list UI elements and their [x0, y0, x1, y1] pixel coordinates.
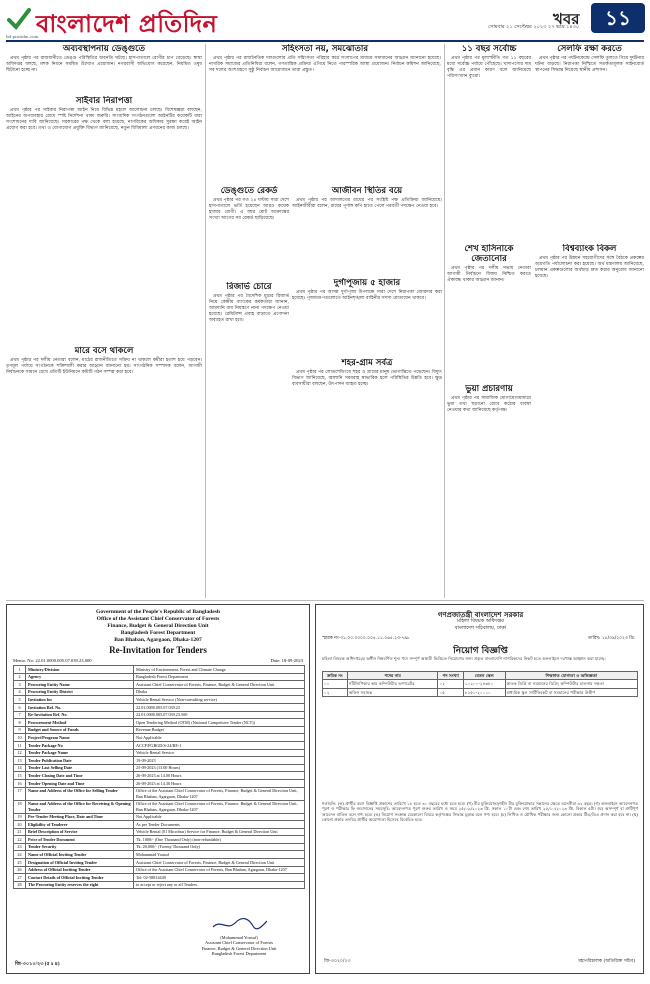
tender-cell-n: 10: [14, 734, 26, 742]
tender-signer-title: Assistant Chief Conservator of Forests: [204, 940, 274, 946]
tender-row: [14, 688, 305, 696]
article-title: অব্যবস্থাপনায় ডেঙ্গুতে: [63, 44, 145, 54]
tender-row: [14, 787, 305, 800]
article-title: ১১ বছর সর্বোচ্চ: [461, 44, 517, 54]
tender-row: [14, 800, 305, 813]
recruit-intro: মহিলা বিষয়ক অধিদপ্তরের অধীন নিম্নবর্ণিত শূন্য পদে সম্পূর্ণ অস্থায়ী ভিত্তিতে নিয়োগের জন্য প্রকৃত বাংলাদেশি নাগরিকদের নিকট হতে অনলাইনে দরখাস্ত আহ্বান করা যাচ্ছে।: [322, 656, 606, 661]
tender-row: [14, 734, 305, 742]
page-number-badge: ১১: [591, 3, 645, 33]
tender-row: [14, 874, 305, 882]
recruit-address: বাংলাদেশ সচিবালয়, ঢাকা: [454, 625, 507, 631]
tender-cell-v: Assistant Chief Conservator of Forests, Finance, Budget & General Direction Unit: [134, 859, 305, 867]
article-durga-puja: [292, 278, 442, 356]
article-text: প্রথম পৃষ্ঠার পর বৈদেশিক মুদ্রার রিজার্ভ নিয়ে কেন্দ্রীয় ব্যাংকের কর্মকর্তারা জানান, আমদানি ব্যয় নিয়ন্ত্রণে নানা পদক্ষেপ নেওয়া হয়েছে। রেমিট্যান্স প্রবাহ বাড়াতে প্রণোদনা অব্যাহত রাখা হবে।: [209, 294, 289, 323]
article-title: দুর্গাপূজায় ৫ হাজার: [333, 278, 401, 288]
tender-cell-k: Tender Closing Date and Time: [26, 772, 134, 780]
tender-cell-v: 25-09-2023 (13.00 Hours): [134, 764, 305, 772]
tender-row: [14, 813, 305, 821]
tender-row: [14, 866, 305, 874]
tender-cell-k: Invitation Ref. No.: [26, 703, 134, 711]
tender-cell-v: Vehicle Rental (01 Microbus) Service for Finance, Budget & General Direction Unit: [134, 828, 305, 836]
recruit-cell: ০২: [438, 680, 463, 688]
tender-cell-n: 22: [14, 836, 26, 844]
article-cyber-security: [6, 96, 202, 332]
tender-cell-n: 13: [14, 757, 26, 765]
article-text: প্রথম পৃষ্ঠার পর রাজনৈতিক দলগুলোর প্রতি সহিংসতা পরিহার করে সংলাপের মাধ্যমে সমাধানের আহ্বান জানানো হয়েছে। নাগরিক সমাজের প্রতিনিধিরা বলেন, গণতান্ত্রিক প্রক্রিয়া এগিয়ে নিতে পারস্পরিক আস্থা প্রয়োজন। নির্বাচন কমিশন জানিয়েছে, সব দলের অংশগ্রহণে সুষ্ঠু নির্বাচন আয়োজনে তারা প্রস্তুত।: [209, 56, 441, 73]
tender-date: Date: 18-09-2023: [270, 658, 303, 663]
article-text: প্রথম পৃষ্ঠার পর আদালতের রায়ের পর সংশ্লিষ্ট পক্ষ প্রতিক্রিয়া জানিয়েছে। আইনজীবীরা বলেন, রায়ের পূর্ণাঙ্গ কপি হাতে পেলে পরবর্তী পদক্ষেপ নেওয়া হবে।: [292, 198, 442, 209]
tender-cell-n: 17: [14, 787, 26, 800]
tender-cell-v: Not Applicable: [134, 813, 305, 821]
recruit-cell: ৮২৫০-২০০১০: [463, 688, 505, 696]
recruit-title: নিয়োগ বিজ্ঞপ্তি: [453, 646, 508, 656]
tender-cell-v: Dhaka: [134, 688, 305, 696]
newspaper-logo[interactable]: বাংলাদেশ প্রতিদিন: [36, 10, 218, 38]
tender-cell-k: The Procuring Entity reserves the right: [26, 881, 134, 889]
tender-cell-n: 24: [14, 851, 26, 859]
article-text: প্রথম পৃষ্ঠার পর গত ২৪ ঘণ্টায় সারা দেশে হাসপাতালে ভর্তি হয়েছেন আরও কয়েক হাজার রোগী। এ বছর মোট আক্রান্তের সংখ্যা আগের সব রেকর্ড ছাড়িয়েছে।: [209, 198, 289, 221]
recruit-cell: সাঁটলিপিকার কাম কম্পিউটার অপারেটর: [347, 680, 438, 688]
article-title: বিশ্বব্যাংক বিকল: [562, 244, 617, 254]
tender-row: [14, 757, 305, 765]
article-title: রিজার্ভ চোরে: [226, 282, 272, 292]
logo-website: bd-pratidin.com: [6, 34, 39, 39]
recruit-gov: গণপ্রজাতন্ত্রী বাংলাদেশ সরকার: [437, 610, 524, 619]
tender-cell-v: As per Tender Documents: [134, 821, 305, 829]
article-dengue-mismanagement: [6, 44, 202, 94]
tender-dept: Finance, Budget & General Direction Unit: [107, 623, 209, 629]
recruit-cell: ০৫: [438, 688, 463, 696]
tender-cell-k: Ministry/Division: [26, 666, 134, 674]
tender-row: [14, 779, 305, 787]
tender-row: [14, 749, 305, 757]
tender-cell-n: 5: [14, 696, 26, 704]
tender-cell-n: 11: [14, 741, 26, 749]
article-sheikh-hasina: [447, 244, 531, 382]
tender-cell-k: Name of Official Inviting Tender: [26, 851, 134, 859]
tender-cell-n: 7: [14, 711, 26, 719]
article-text: প্রথম পৃষ্ঠার পর লোডশেডিংয়ে শহর ও গ্রামের মানুষ ভোগান্তিতে পড়েছেন। বিদ্যুৎ বিভাগ জানিয়েছে, জ্বালানি সরবরাহ স্বাভাবিক হলে পরিস্থিতির উন্নতি হবে। ক্ষুদ্র ব্যবসায়ীরা বলছেন, উৎপাদন ব্যাহত হচ্ছে।: [292, 370, 442, 387]
tender-row: [14, 719, 305, 727]
tender-cell-n: 6: [14, 703, 26, 711]
tender-cell-k: Designation of Official Inviting Tender: [26, 859, 134, 867]
tender-row: [14, 711, 305, 719]
tender-cell-k: Procuring Entity Name: [26, 681, 134, 689]
tender-cell-v: Office of the Assistant Chief Conservator of Forests, Finance, Budget & General Direction Unit, Ban Bhaban, Agargaon, Dhaka-1207: [134, 787, 305, 800]
tender-cell-n: 8: [14, 719, 26, 727]
tender-title: Re-Invitation for Tenders: [109, 645, 207, 655]
tender-ref: জি-৩০১০/২৩ (৫ x ৪): [15, 962, 60, 967]
ads-separator: [6, 600, 644, 601]
tender-cell-n: 26: [14, 866, 26, 874]
tender-cell-n: 15: [14, 772, 26, 780]
signature-mark: [209, 917, 269, 931]
article-title: ভুয়া প্রচারণায়: [465, 384, 513, 394]
article-world-bank: [535, 244, 644, 594]
article-text: প্রথম পৃষ্ঠার পর পর্যটনকেন্দ্রে সেলফি তুলতে গিয়ে দুর্ঘটনার ঘটনা বাড়ছে। নিরাপত্তা নিশ্চিতে সতর্কতামূলক সাইনবোর্ড স্থাপনের সিদ্ধান্ত নিয়েছে স্থানীয় প্রশাসন।: [535, 56, 644, 73]
recruit-cell: অফিস সহায়ক: [347, 688, 438, 696]
tender-cell-v: ACCF/FGBGD/S-24/RE-1: [134, 741, 305, 749]
masthead-rule: [6, 40, 644, 42]
tender-row: [14, 859, 305, 867]
tender-row: [14, 851, 305, 859]
dateline: সোমবার ২১ সেপ্টেম্বর ২০২৩ ২৭ ভাদ্র ১৪৩০: [488, 24, 580, 30]
recruit-cell: মাধ্যমিক স্কুল সার্টিফিকেট বা সমমানের পরীক্ষায় উত্তীর্ণ: [505, 688, 637, 696]
tender-cell-n: 9: [14, 726, 26, 734]
recruit-header-cell: পদের নাম: [347, 672, 438, 680]
tender-table: [13, 665, 305, 889]
recruit-date: তারিখ: ১৮/০৯/২০২৩ খ্রি.: [587, 636, 635, 641]
article-title: সাইবার নিরাপত্তা: [75, 96, 133, 106]
tender-meta: [7, 656, 309, 665]
tender-cell-v: Not Applicable: [134, 734, 305, 742]
article-lifetime: [292, 186, 442, 276]
tender-gov: Government of the People's Republic of Bangladesh: [96, 609, 220, 615]
article-dengue-record: [209, 186, 289, 280]
tender-cell-k: Tender Package No: [26, 741, 134, 749]
article-violence-compromise: [209, 44, 441, 184]
tender-row: [14, 696, 305, 704]
recruit-table: [322, 671, 638, 697]
tender-row: [14, 666, 305, 674]
article-text: প্রথম পৃষ্ঠার পর দলীয় নেতারা বলেন, মাঠের রাজনীতিতে সক্রিয় না থাকলে কর্মীরা হতাশ হয়ে পড়বেন। তৃণমূল পর্যায়ে সংগঠনকে শক্তিশালী করার আহ্বান জানানো হয়। সাংগঠনিক সম্পাদক বলেন, আগামী নির্বাচনকে সামনে রেখে প্রতিটি ইউনিয়নে কমিটি গঠন সম্পন্ন করা হবে।: [6, 358, 202, 375]
recruit-cell: ১০২০০-২৪৬৮০: [463, 680, 505, 688]
logo-tick-icon: [6, 6, 32, 32]
tender-cell-n: 3: [14, 681, 26, 689]
tender-cell-n: 2: [14, 673, 26, 681]
tender-cell-n: 21: [14, 828, 26, 836]
tender-cell-n: 19: [14, 813, 26, 821]
tender-office: Office of the Assistant Chief Conservator of Forests: [96, 616, 220, 622]
tender-cell-v: Vehicle Rental Service: [134, 749, 305, 757]
tender-cell-v: 26-09-2023 at 14.00 Hours: [134, 772, 305, 780]
tender-cell-k: Tender Publication Date: [26, 757, 134, 765]
tender-cell-k: Budget and Source of Funds: [26, 726, 134, 734]
article-mare-bose: [6, 346, 202, 594]
tender-cell-k: Tender Last Selling Date: [26, 764, 134, 772]
tender-row: [14, 881, 305, 889]
column-divider: [444, 44, 445, 598]
tender-cell-v: Office of the Assistant Chief Conservator of Forests, Ban Bhaban, Agargaon, Dhaka-1207: [134, 866, 305, 874]
tender-cell-v: Open Tendering Method (OTM) (National Competitive Tender (NCT)): [134, 719, 305, 727]
tender-cell-v: Ministry of Environment, Forest and Climate Change: [134, 666, 305, 674]
tender-cell-k: Tender Security: [26, 843, 134, 851]
article-reserve: [209, 282, 289, 594]
tender-cell-v: to accept or reject any or all Tenders.: [134, 881, 305, 889]
tender-cell-k: Tender Opening Date and Time: [26, 779, 134, 787]
masthead: [0, 0, 650, 40]
tender-row: [14, 772, 305, 780]
tender-cell-k: Eligibility of Tenderer: [26, 821, 134, 829]
tender-cell-k: Procurement Method: [26, 719, 134, 727]
recruit-memo: স্মারক নং-৩১.০০.০০০০.০০৫.১১.০৬৫.২৩-৭৯৮: [322, 636, 410, 641]
tender-cell-v: Tel: 02-58814449: [134, 874, 305, 882]
tender-signer-org: Bangladesh Forest Department: [211, 951, 267, 957]
tender-advertisement: [6, 604, 310, 974]
tender-address: Ban Bhaban, Agargaon, Dhaka-1207: [114, 637, 202, 643]
article-city-village: [292, 358, 442, 594]
tender-cell-v: 22.01.0000.005.07.039.23: [134, 703, 305, 711]
tender-cell-k: Tender Package Name: [26, 749, 134, 757]
tender-cell-n: 28: [14, 881, 26, 889]
tender-cell-v: 19-09-2023: [134, 757, 305, 765]
article-fake-campaign: [447, 384, 531, 594]
tender-cell-k: Project/Program Name: [26, 734, 134, 742]
tender-cell-k: Name and Address of the Office for Selling Tender: [26, 787, 134, 800]
tender-row: [14, 828, 305, 836]
tender-header: [7, 605, 309, 656]
tender-row: [14, 726, 305, 734]
tender-cell-k: Price of Tender Document: [26, 836, 134, 844]
tender-cell-v: Mohammad Yousuf: [134, 851, 305, 859]
tender-row: [14, 681, 305, 689]
article-selfie: [535, 44, 644, 240]
tender-signature-block: [179, 917, 299, 957]
tender-row: [14, 821, 305, 829]
tender-cell-n: 14: [14, 764, 26, 772]
article-text: প্রথম পৃষ্ঠার পর উন্নয়ন সহযোগীদের সঙ্গে বৈঠকে প্রকল্পের অগ্রগতি পর্যালোচনা করা হয়েছে। অর্থ মন্ত্রণালয় জানিয়েছে, চলমান প্রকল্পগুলোর অর্থছাড় দ্রুত করার অনুরোধ জানানো হয়েছে।: [535, 256, 644, 279]
tender-cell-k: Re-Invitation Ref. No.: [26, 711, 134, 719]
tender-forest: Bangladesh Forest Department: [120, 630, 196, 636]
tender-cell-n: 12: [14, 749, 26, 757]
tender-row: [14, 836, 305, 844]
recruit-cell: ০১: [323, 680, 348, 688]
recruit-terms: শর্তাবলি: (ক) প্রার্থীর বয়স বিজ্ঞপ্তি প্রকাশের তারিখে ১৮ হতে ৩০ বছরের মধ্যে হতে হবে। (খ) বীর মুক্তিযোদ্ধা/শহীদ বীর মুক্তিযোদ্ধার সন্তানের ক্ষেত্রে বয়সসীমা ৩২ বছর। (গ) অনলাইনে আবেদনপত্র পূরণ ও পরীক্ষার ফি জমাদানের সময়সূচি: আবেদনপত্র পূরণ শুরুর তারিখ ও সময় ২৫/০৯/২০২৩ খ্রি. সকাল ১০টা এবং শেষ তারিখ ২৫/১০/২০২৩ খ্রি. বিকাল ৫টা। (ঘ) অসম্পূর্ণ বা ত্রুটিপূর্ণ আবেদন বাতিল বলে গণ্য হবে। (ঙ) নিয়োগ সংক্রান্ত যেকোনো বিষয়ে কর্তৃপক্ষের সিদ্ধান্ত চূড়ান্ত বলে গণ্য হবে। (চ) লিখিত ও মৌখিক পরীক্ষার জন্য কোনো প্রকার টিএ/ডিএ প্রদান করা হবে না। (ছ) কোনো প্রকার তদবির প্রার্থীর অযোগ্যতা হিসেবে বিবেচিত হবে।: [322, 801, 638, 823]
tender-cell-n: 27: [14, 874, 26, 882]
tender-cell-k: Agency: [26, 673, 134, 681]
article-title: শেখ হাসিনাকে জেতানোর: [464, 244, 514, 264]
article-text: প্রথম পৃষ্ঠার পর সামাজিক যোগাযোগমাধ্যমে ভুয়া তথ্য ছড়ানো রোধে কঠোর ব্যবস্থা নেওয়ার কথা জানিয়েছে কর্তৃপক্ষ।: [447, 396, 531, 413]
article-text: প্রথম পৃষ্ঠার পর মূল্যস্ফীতি গত ১১ বছরের মধ্যে সর্বোচ্চ পর্যায়ে পৌঁছেছে। খাদ্যপণ্যের দাম বৃদ্ধি এর প্রধান কারণ বলে জানিয়েছে পরিসংখ্যান ব্যুরো।: [447, 56, 531, 79]
tender-cell-v: 26-09-2023 at 14.30 Hours: [134, 779, 305, 787]
tender-memo: Memo. No: 22.01.0000.005.07.039.23.000: [13, 658, 92, 663]
recruit-header-cell: শিক্ষাগত যোগ্যতা ও অভিজ্ঞতা: [505, 672, 637, 680]
tender-cell-v: Bangladesh Forest Department: [134, 673, 305, 681]
tender-row: [14, 703, 305, 711]
tender-cell-k: Invitation for: [26, 696, 134, 704]
recruit-cell: ০২: [323, 688, 348, 696]
tender-cell-v: 22.01.0000.005.07.039.23.500: [134, 711, 305, 719]
article-title: মারে বসে থাকলে: [74, 346, 134, 356]
recruitment-advertisement: [315, 604, 644, 974]
tender-signer-dept: Finance, Budget & General Direction Unit: [201, 945, 277, 951]
tender-signer: (Mohammad Yousuf): [220, 934, 258, 940]
recruit-header-cell: পদ সংখ্যা: [438, 672, 463, 680]
tender-cell-n: 23: [14, 843, 26, 851]
recruit-office: মহিলা বিষয়ক অধিদপ্তর: [457, 618, 504, 624]
tender-cell-k: Address of Official Inviting Tender: [26, 866, 134, 874]
tender-cell-n: 4: [14, 688, 26, 696]
tender-cell-k: Brief Description of Service: [26, 828, 134, 836]
tender-row: [14, 764, 305, 772]
section-label: খবর: [553, 10, 580, 28]
article-title: সহিংসতা নয়, সমঝোতার: [281, 44, 369, 54]
tender-cell-v: Vehicle Rental Service (Non-consulting service): [134, 696, 305, 704]
tender-row: [14, 843, 305, 851]
tender-cell-v: Assistant Chief Conservator of Forests, Finance, Budget & General Direction Unit: [134, 681, 305, 689]
tender-cell-v: Tk. 20,000/- (Twenty Thousand Only): [134, 843, 305, 851]
article-text: প্রথম পৃষ্ঠার পর দলীয় সভায় নেতারা আগামী নির্বাচনে বিজয় নিশ্চিত করতে ঐক্যবদ্ধ থাকার আহ্বান জানান।: [447, 266, 531, 283]
article-title: শহর-গ্রাম সর্বত্র: [341, 358, 393, 368]
tender-cell-k: Pre-Tender Meeting Place, Date and Time: [26, 813, 134, 821]
tender-cell-v: Office of the Assistant Chief Conservator of Forests, Finance, Budget & General Direction Unit, Ban Bhaban, Agargaon, Dhaka-1207: [134, 800, 305, 813]
recruit-header-cell: ক্রমিক নং: [323, 672, 348, 680]
article-text: প্রথম পৃষ্ঠার পর আসন্ন দুর্গাপূজা উপলক্ষে সারা দেশে নিরাপত্তা জোরদার করা হয়েছে। পূজামণ্ডপগুলোতে আইনশৃঙ্খলা বাহিনীর সদস্য মোতায়েন থাকবে।: [292, 290, 442, 301]
article-text: প্রথম পৃষ্ঠার পর রাজধানীতে ডেঙ্গু পরিস্থিতির অবনতি ঘটছে। হাসপাতালে রোগীর চাপ বেড়েছে। স্বাস্থ্য অধিদপ্তর বলছে, মশক নিধনে সমন্বিত উদ্যোগ প্রয়োজন। নগরবাসী অভিযোগ করেছেন, নিয়মিত ওষুধ ছিটানো হচ্ছে না।: [6, 56, 202, 73]
recruit-signer: মহাপরিচালক (অতিরিক্ত সচিব): [578, 959, 635, 964]
article-11-years: [447, 44, 531, 242]
recruit-row: [323, 680, 638, 688]
article-title: সেলফি রক্ষা করতে: [557, 44, 622, 54]
tender-cell-n: 1: [14, 666, 26, 674]
recruit-header-cell: বেতন স্কেল: [463, 672, 505, 680]
article-title: আজীবন স্থিতির বয়ে: [331, 186, 403, 196]
article-title: ডেঙ্গুতে রেকর্ড: [220, 186, 278, 196]
tender-cell-n: 25: [14, 859, 26, 867]
article-text: প্রথম পৃষ্ঠার পর সাইবার নিরাপত্তা আইন নিয়ে বিভিন্ন মহলে আলোচনা চলছে। বিশেষজ্ঞরা বলছেন, আইনের অপব্যবহার রোধে স্পষ্ট নির্দেশনা থাকা জরুরি। সাংবাদিক সংগঠনগুলো আইনটির কয়েকটি ধারা সংশোধনের দাবি জানিয়েছে। সরকারের পক্ষ থেকে বলা হয়েছে, নাগরিকের অধিকার সুরক্ষা করেই আইন প্রয়োগ করা হবে। তথ্য ও যোগাযোগ প্রযুক্তি বিভাগ জানিয়েছে, নতুন বিধিমালা প্রণয়নের কাজ চলছে।: [6, 108, 202, 131]
recruit-ref: জি-৩০২০/২৩: [324, 959, 351, 964]
tender-cell-n: 18: [14, 800, 26, 813]
tender-cell-k: Procuring Entity District: [26, 688, 134, 696]
tender-cell-n: 20: [14, 821, 26, 829]
tender-cell-k: Contact Details of Official Inviting Tender: [26, 874, 134, 882]
tender-cell-k: Name and Address of the Office for Receiving & Opening Tender: [26, 800, 134, 813]
tender-row: [14, 673, 305, 681]
column-divider: [205, 44, 206, 598]
recruit-cell: স্নাতক ডিগ্রি বা সমমানের ডিগ্রি; কম্পিউটার চালনায় দক্ষতা: [505, 680, 637, 688]
recruit-row: [323, 688, 638, 696]
tender-cell-v: Revenue Budget: [134, 726, 305, 734]
tender-row: [14, 741, 305, 749]
tender-cell-v: Tk. 1000/- (One Thousand Only) (non-refundable): [134, 836, 305, 844]
tender-cell-n: 16: [14, 779, 26, 787]
